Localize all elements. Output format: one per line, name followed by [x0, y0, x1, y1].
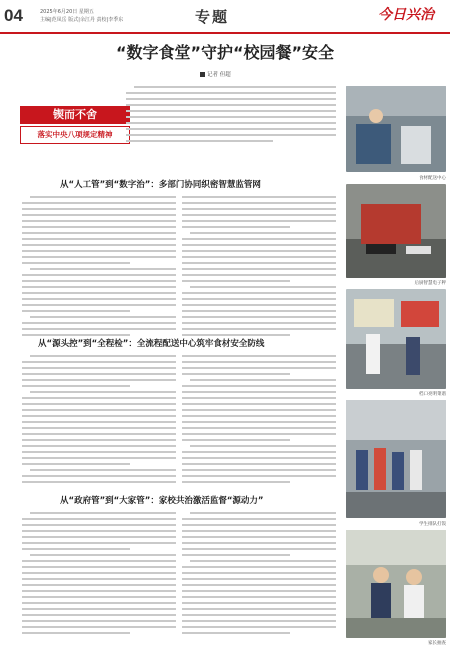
text-line	[182, 256, 336, 258]
text-line	[126, 128, 336, 130]
text-line	[22, 280, 176, 282]
text-line	[182, 316, 336, 318]
intro-paragraph	[126, 86, 336, 156]
text-line	[22, 244, 176, 246]
text-line	[182, 238, 336, 240]
text-line	[22, 361, 176, 363]
text-line	[22, 292, 176, 294]
text-line	[182, 566, 336, 568]
text-line	[22, 542, 176, 544]
text-line	[22, 238, 176, 240]
text-line	[182, 451, 336, 453]
text-line	[182, 304, 336, 306]
text-line	[190, 379, 336, 381]
section2-col2	[182, 355, 336, 487]
text-line	[182, 578, 336, 580]
text-line	[22, 481, 176, 483]
text-line	[22, 334, 130, 336]
text-line	[182, 602, 336, 604]
text-line	[126, 116, 336, 118]
text-line	[190, 286, 336, 288]
text-line	[182, 536, 336, 538]
section1-col2	[182, 196, 336, 340]
section2-col1	[22, 355, 176, 487]
text-line	[22, 262, 130, 264]
text-line	[190, 512, 336, 514]
text-line	[22, 286, 176, 288]
text-line	[22, 397, 176, 399]
text-line	[22, 367, 176, 369]
text-line	[22, 439, 176, 441]
text-line	[182, 481, 290, 483]
text-line	[134, 86, 336, 88]
text-line	[182, 274, 336, 276]
subhead-3: 从“政府管”到“大家管”：家校共治激活监督“源动力”	[60, 496, 264, 506]
text-line	[126, 134, 336, 136]
subhead-2: 从“源头控”到“全程检”：全流程配送中心筑牢食材安全防线	[38, 339, 265, 349]
text-line	[182, 262, 336, 264]
text-line	[30, 316, 176, 318]
text-line	[30, 355, 176, 357]
text-line	[22, 475, 176, 477]
text-line	[182, 334, 290, 336]
text-line	[182, 469, 336, 471]
text-line	[182, 530, 336, 532]
text-line	[22, 584, 176, 586]
text-line	[182, 596, 336, 598]
photo-smart-scale	[346, 184, 446, 278]
text-line	[182, 542, 336, 544]
photo-caption-1: 食材配送中心	[419, 176, 446, 181]
text-line	[182, 427, 336, 429]
text-line	[182, 590, 336, 592]
text-line	[22, 560, 176, 562]
text-line	[22, 548, 130, 550]
text-line	[182, 298, 336, 300]
text-line	[22, 463, 130, 465]
byline	[200, 70, 231, 78]
text-line	[22, 304, 176, 306]
text-line	[22, 208, 176, 210]
text-line	[22, 220, 176, 222]
text-line	[22, 596, 176, 598]
text-line	[182, 250, 336, 252]
text-line	[182, 391, 336, 393]
editor-credits: 主编|范凤岳 版式|余江丹 责校|李季东	[40, 17, 124, 23]
text-line	[182, 608, 336, 610]
text-line	[30, 469, 176, 471]
subhead-1: 从“人工管”到“数字治”：多部门协同织密智慧监管网	[60, 180, 261, 190]
text-line	[22, 403, 176, 405]
text-line	[182, 620, 336, 622]
text-line	[22, 602, 176, 604]
text-line	[30, 391, 176, 393]
masthead	[0, 0, 450, 40]
text-line	[182, 385, 336, 387]
text-line	[190, 445, 336, 447]
section3-col2	[182, 512, 336, 638]
photo-menu-display	[346, 289, 446, 389]
photo-parent-inspection	[346, 530, 446, 638]
text-line	[22, 427, 176, 429]
text-line	[182, 415, 336, 417]
photo-caption-5: 家长抽查	[428, 641, 446, 646]
text-line	[126, 98, 336, 100]
text-line	[22, 385, 130, 387]
page-number: 04	[4, 6, 23, 25]
text-line	[182, 322, 336, 324]
text-line	[126, 92, 336, 94]
text-line	[22, 626, 176, 628]
text-line	[22, 433, 176, 435]
section3-col1	[22, 512, 176, 638]
photo-caption-4: 学生排队打饭	[419, 522, 446, 527]
text-line	[22, 578, 176, 580]
text-line	[22, 572, 176, 574]
photo-caption-2: 后厨智慧电子秤	[414, 281, 446, 286]
text-line	[182, 475, 336, 477]
text-line	[22, 298, 176, 300]
text-line	[182, 214, 336, 216]
text-line	[182, 397, 336, 399]
text-line	[126, 110, 336, 112]
text-line	[30, 554, 176, 556]
text-line	[182, 226, 290, 228]
text-line	[22, 328, 176, 330]
text-line	[182, 292, 336, 294]
text-line	[190, 560, 336, 562]
text-line	[22, 274, 176, 276]
text-line	[126, 104, 336, 106]
text-line	[182, 626, 336, 628]
photo-students-queue	[346, 400, 446, 518]
text-line	[182, 524, 336, 526]
photo-caption-3: 档口亮明菜谱	[419, 392, 446, 397]
text-line	[22, 415, 176, 417]
text-line	[22, 310, 130, 312]
text-line	[182, 463, 336, 465]
text-line	[182, 280, 290, 282]
text-line	[182, 208, 336, 210]
text-line	[22, 566, 176, 568]
byline-text: 记者 但超	[207, 72, 231, 78]
text-line	[22, 590, 176, 592]
text-line	[22, 457, 176, 459]
text-line	[182, 439, 290, 441]
header-rule	[0, 32, 450, 34]
text-line	[22, 421, 176, 423]
text-line	[22, 232, 176, 234]
byline-square-icon	[200, 72, 205, 77]
text-line	[182, 409, 336, 411]
text-line	[22, 250, 176, 252]
text-line	[182, 367, 336, 369]
text-line	[22, 530, 176, 532]
text-line	[22, 608, 176, 610]
text-line	[182, 421, 336, 423]
text-line	[182, 403, 336, 405]
section-label: 专题	[195, 8, 230, 26]
text-line	[182, 244, 336, 246]
text-line	[182, 584, 336, 586]
text-line	[182, 572, 336, 574]
text-line	[182, 328, 336, 330]
text-line	[182, 554, 290, 556]
text-line	[22, 632, 130, 634]
column-badge	[20, 106, 130, 148]
text-line	[22, 226, 176, 228]
text-line	[182, 373, 290, 375]
text-line	[22, 524, 176, 526]
text-line	[30, 196, 176, 198]
text-line	[182, 614, 336, 616]
text-line	[22, 214, 176, 216]
badge-subtitle: 落实中央八项规定精神	[20, 126, 130, 144]
text-line	[182, 548, 336, 550]
text-line	[182, 457, 336, 459]
badge-title: 锲而不舍	[20, 106, 130, 124]
text-line	[182, 310, 336, 312]
text-line	[182, 202, 336, 204]
text-line	[22, 322, 176, 324]
newspaper-logo: 今日兴治	[378, 7, 434, 23]
text-line	[182, 433, 336, 435]
text-line	[182, 632, 290, 634]
text-line	[30, 512, 176, 514]
page-title: “数字食堂”守护“校园餐”安全	[115, 43, 335, 62]
text-line	[22, 536, 176, 538]
photo-distribution-center	[346, 86, 446, 172]
text-line	[190, 232, 336, 234]
text-line	[22, 445, 176, 447]
text-line	[30, 268, 176, 270]
text-line	[22, 409, 176, 411]
text-line	[182, 361, 336, 363]
text-line	[126, 140, 273, 142]
text-line	[182, 196, 336, 198]
text-line	[182, 268, 336, 270]
text-line	[22, 451, 176, 453]
text-line	[22, 256, 176, 258]
section1-col1	[22, 196, 176, 340]
text-line	[182, 220, 336, 222]
text-line	[22, 379, 176, 381]
text-line	[22, 373, 176, 375]
text-line	[126, 122, 336, 124]
text-line	[182, 518, 336, 520]
issue-date: 2025年6月20日 星期五	[40, 9, 94, 15]
text-line	[182, 355, 336, 357]
text-line	[22, 518, 176, 520]
text-line	[22, 620, 176, 622]
text-line	[22, 614, 176, 616]
text-line	[22, 202, 176, 204]
